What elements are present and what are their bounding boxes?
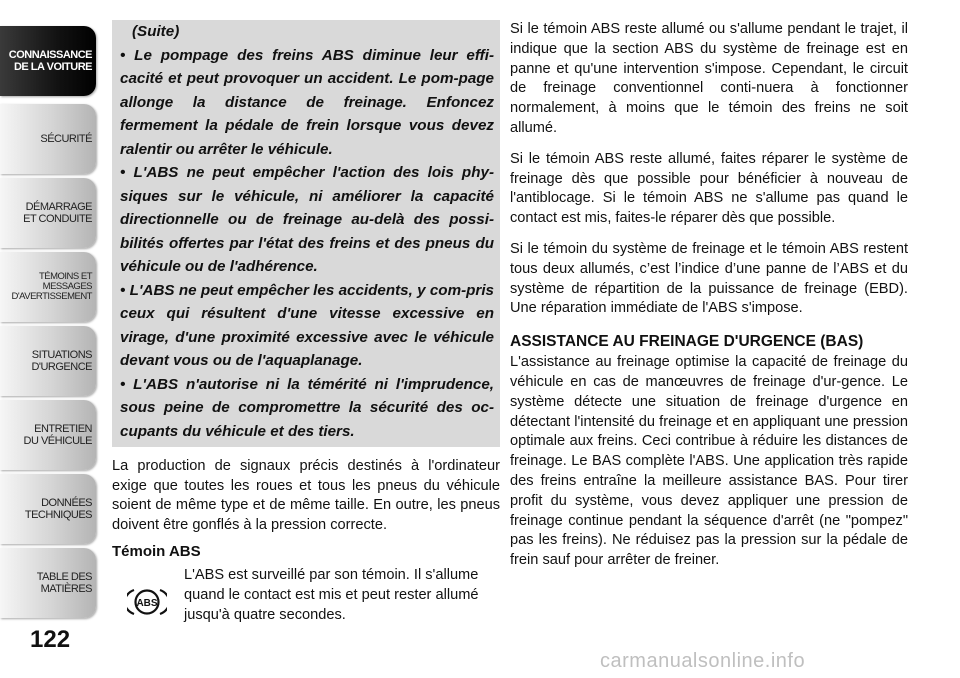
page-number: 122 [30,626,71,653]
tab-situations-urgence[interactable]: SITUATIONS D'URGENCE [0,326,96,396]
tab-temoins-messages[interactable]: TÉMOINS ET MESSAGES D'AVERTISSEMENT [0,252,96,322]
warning-item: • L'ABS ne peut empêcher l'action des lois phy-siques sur le véhicule, ni améliorer la capacité directionnelle ou de freinage au-delà des possi-bilités offertes par l'état des freins et des pneus du véhicule ou de l'adhérence. [120,161,494,279]
tab-donnees-techniques[interactable]: DONNÉES TECHNIQUES [0,474,96,544]
tab-table-matieres[interactable]: TABLE DES MATIÈRES [0,548,96,618]
warning-item: • L'ABS ne peut empêcher les accidents, y com-pris ceux qui résultent d'une vitesse excessive en virage, d'une proximité excessive avec le véhicule devant vous ou de l'aquaplanage. [120,279,494,373]
warning-item: • L'ABS n'autorise ni la témérité ni l'imprudence, sous peine de compromettre la sécurité des oc-cupants du véhicule et des tiers. [120,373,494,444]
abs-warning-icon [112,566,182,625]
abs-row [112,566,500,625]
paragraph-1: Si le témoin ABS reste allumé ou s'allume pendant le trajet, il indique que la section ABS du système de freinage est en panne et qu'une intervention s'impose. Cependant, le circuit de freinage conventionnel conti-nuera à fonctionner normalement, à moins que le témoin des freins ne soit allumé. [510,21,908,136]
watermark: carmanualsonline.info [600,650,806,672]
paragraph-4: L'assistance au freinage optimise la capacité de freinage du véhicule en cas de manœuvres de freinage d'ur-gence. Le système détecte une situation de freinage d'urgence en détectant l'intensité du freinage et en appliquant une pression optimale aux freins. Ceci contribue à réduire les distances de freinage. Le BAS complète l'ABS. Une application très rapide des freins entraîne la meilleure assistance BAS. Pour tirer profit du système, vous devez appliquer une pression de freinage continue pendant la séquence d'arrêt (ne "pompez" pas les freins). Ne réduisez pas la pression sur la pédale de frein sauf pour arrêter de freiner. [510,354,908,569]
abs-description: L'ABS est surveillé par son témoin. Il s'allume quand le contact est mis et peut rester allumé jusqu'à quatre secondes. [184,567,479,623]
suite-label: (Suite) [132,23,180,40]
right-column [510,20,908,582]
wheel-paragraph: La production de signaux précis destinés à l'ordinateur exige que toutes les roues et tous les pneus du véhicule soient de même type et de même taille. En outre, les pneus doivent être gonflés à la pression correcte. [112,458,500,533]
temoin-abs-heading: Témoin ABS [112,543,201,561]
abs-icon-label: ABS [136,597,158,609]
tab-demarrage-conduite[interactable]: DÉMARRAGE ET CONDUITE [0,178,96,248]
paragraph-3: Si le témoin du système de freinage et le témoin ABS restent tous deux allumés, c’est l’indice d’une panne de l’ABS et du système de répartition de la puissance de freinage (EBD). Une réparation immédiate de l'ABS s'impose. [510,240,908,317]
warning-item: • Le pompage des freins ABS diminue leur effi-cacité et peut provoquer un accident. Le pom-page allonge la distance de freinage. Enfoncez fermement la pédale de frein lorsque vous devez ralentir ou arrêter le véhicule. [120,44,494,162]
tab-connaissance-voiture[interactable]: CONNAISSANCE DE LA VOITURE [0,26,96,96]
bas-heading: ASSISTANCE AU FREINAGE D'URGENCE (BAS) [510,333,864,351]
warning-box [112,20,500,447]
paragraph-2: Si le témoin ABS reste allumé, faites réparer le système de freinage dès que possible pour bénéficier à nouveau de l'antiblocage. Si le témoin ABS ne s'allume pas quand le contact est mis, faites-le réparer dès que possible. [510,150,908,227]
sidebar [0,0,100,678]
left-column [112,20,500,625]
tab-securite[interactable]: SÉCURITÉ [0,104,96,174]
tab-entretien-vehicule[interactable]: ENTRETIEN DU VÉHICULE [0,400,96,470]
